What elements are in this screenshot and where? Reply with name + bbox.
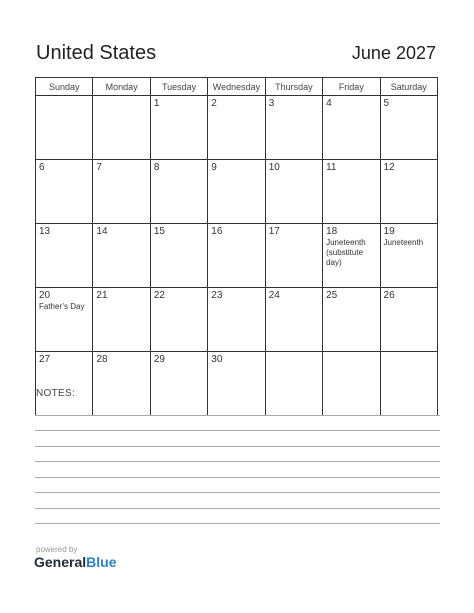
day-cell: [208, 160, 265, 224]
weekday-wednesday: Wednesday: [208, 78, 265, 96]
day-number: 27: [39, 354, 51, 365]
day-number: 10: [268, 162, 280, 173]
day-number: 15: [153, 226, 165, 237]
notes-line: [35, 509, 440, 525]
day-cell: [323, 224, 380, 288]
holiday-label: Juneteenth (substitute day): [326, 238, 366, 267]
day-number: 3: [268, 98, 275, 109]
notes-line: [35, 400, 440, 416]
day-cell: [208, 96, 265, 160]
brand-blue: Blue: [86, 554, 117, 570]
weekday-header-row: [36, 78, 438, 96]
day-number: 8: [153, 162, 160, 173]
day-cell: [93, 96, 150, 160]
day-cell: [265, 160, 322, 224]
day-number: 21: [96, 290, 108, 301]
day-cell: [150, 160, 207, 224]
calendar-grid: [35, 77, 438, 416]
day-number: 16: [211, 226, 223, 237]
week-row: [36, 224, 438, 288]
day-number: 1: [153, 98, 160, 109]
day-number: 12: [383, 162, 395, 173]
week-row: [36, 160, 438, 224]
powered-by-text: powered by: [36, 545, 78, 554]
weekday-friday: Friday: [323, 78, 380, 96]
day-number: 2: [211, 98, 217, 109]
day-number: 23: [211, 290, 223, 301]
holiday-label: Father’s Day: [39, 302, 85, 311]
day-cell: [208, 224, 265, 288]
day-number: 9: [211, 162, 217, 173]
day-number: 11: [326, 162, 337, 173]
day-number: 18: [326, 226, 338, 237]
notes-line: [35, 431, 440, 447]
day-cell: [208, 288, 265, 352]
day-number: 22: [153, 290, 165, 301]
week-row: [36, 96, 438, 160]
day-number: 29: [153, 354, 165, 365]
day-cell: [150, 224, 207, 288]
notes-lines: [35, 400, 440, 524]
day-cell: [380, 288, 437, 352]
day-cell: [150, 288, 207, 352]
day-cell: [265, 224, 322, 288]
day-number: 24: [268, 290, 280, 301]
day-number: 17: [268, 226, 280, 237]
day-number: 20: [39, 290, 51, 301]
day-number: 6: [39, 162, 45, 173]
week-row: [36, 288, 438, 352]
day-cell: [380, 96, 437, 160]
day-number: 25: [326, 290, 338, 301]
day-number: 13: [39, 226, 51, 237]
weekday-tuesday: Tuesday: [150, 78, 207, 96]
brand-general: General: [34, 554, 87, 570]
day-cell: [36, 288, 93, 352]
day-number: 14: [96, 226, 108, 237]
notes-label: NOTES:: [36, 388, 76, 399]
notes-line: [35, 478, 440, 494]
weekday-thursday: Thursday: [265, 78, 322, 96]
day-number: 5: [383, 98, 390, 109]
notes-line: [35, 416, 440, 432]
day-cell: [265, 96, 322, 160]
day-number: 28: [96, 354, 108, 365]
weekday-sunday: Sunday: [36, 78, 93, 96]
day-cell: [323, 160, 380, 224]
calendar-month-year: June 2027: [351, 43, 436, 63]
day-cell: [93, 160, 150, 224]
day-cell: [93, 224, 150, 288]
day-cell: [36, 96, 93, 160]
day-number: 19: [383, 226, 395, 237]
day-number: 26: [383, 290, 395, 301]
calendar-body: [36, 96, 438, 416]
weekday-monday: Monday: [93, 78, 150, 96]
day-cell: [380, 224, 437, 288]
notes-line: [35, 447, 440, 463]
day-number: 30: [211, 354, 223, 365]
holiday-label: Juneteenth: [383, 238, 424, 247]
day-cell: [36, 160, 93, 224]
day-cell: [380, 160, 437, 224]
day-cell: [93, 288, 150, 352]
weekday-saturday: Saturday: [380, 78, 437, 96]
day-cell: [265, 288, 322, 352]
day-cell: [36, 224, 93, 288]
day-cell: [323, 96, 380, 160]
notes-line: [35, 462, 440, 478]
day-cell: [150, 96, 207, 160]
generalblue-logo[interactable]: [34, 554, 116, 570]
calendar-country-title: United States: [36, 42, 157, 64]
day-cell: [323, 288, 380, 352]
day-number: 4: [326, 98, 332, 109]
day-number: 7: [96, 162, 102, 173]
notes-line: [35, 493, 440, 509]
